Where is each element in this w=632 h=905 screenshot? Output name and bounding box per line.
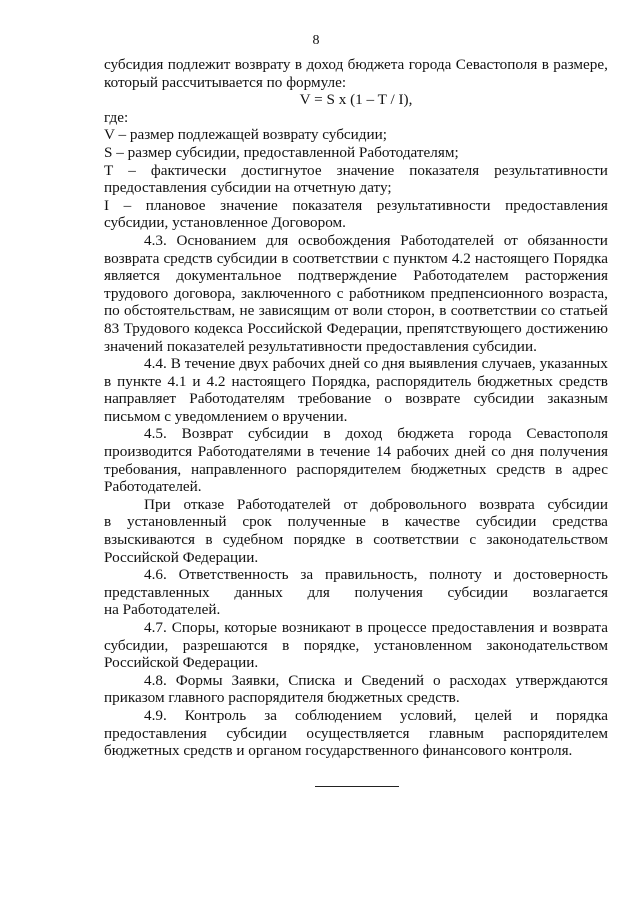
word: установленном <box>373 636 472 654</box>
word: подлежит <box>167 56 231 73</box>
word: города <box>408 56 452 73</box>
word: результативности <box>494 161 608 179</box>
document-body <box>104 56 608 760</box>
text-line <box>104 443 608 461</box>
word: субсидии <box>475 513 537 531</box>
word: 4.9. <box>144 706 167 724</box>
word: и <box>344 671 353 689</box>
word: от <box>334 302 349 320</box>
word: с <box>336 284 344 302</box>
word: распорядителем <box>296 460 402 478</box>
word: Работодателям <box>189 390 285 408</box>
word: средств <box>496 460 546 478</box>
word: порядке, <box>303 636 360 654</box>
text-line <box>104 672 608 690</box>
word: направленного <box>191 460 287 478</box>
word: 4.4. <box>144 355 167 373</box>
word: главным <box>429 724 484 742</box>
word: законодательством <box>486 531 608 549</box>
text-line <box>104 496 608 514</box>
word: в <box>541 56 549 73</box>
word: возлагается <box>532 583 608 601</box>
word: трудового <box>104 284 169 302</box>
word: соответствии <box>450 302 537 320</box>
word: подтверждение <box>297 267 397 285</box>
text-line: Российской Федерации. <box>104 654 259 672</box>
word: соответствии <box>292 249 379 267</box>
word: соответствии <box>373 531 460 549</box>
word: обязанности <box>527 231 608 249</box>
word: воли <box>352 302 383 320</box>
word: субсидия <box>104 56 164 73</box>
word: данных <box>234 583 283 601</box>
word: В <box>170 355 181 373</box>
word: Трудового <box>123 319 190 337</box>
word: результативности <box>376 196 491 214</box>
word: субсидии <box>226 724 287 742</box>
word: возврата <box>479 495 535 513</box>
text-line: S – размер субсидии, предоставленной Работодателям; <box>104 143 459 161</box>
word: расторжения <box>524 267 608 285</box>
word: получения <box>354 583 423 601</box>
word: бюджета <box>347 56 405 73</box>
word: и <box>493 566 502 584</box>
text-line: приказом главного распорядителя бюджетных средств. <box>104 689 460 707</box>
word: Списка <box>288 671 336 689</box>
word: от <box>503 231 518 249</box>
word: 4.5. <box>144 425 167 443</box>
word: достижению <box>526 319 608 337</box>
text-line <box>104 707 608 725</box>
word: не <box>239 302 255 320</box>
text-line <box>104 232 608 250</box>
text-line <box>104 619 608 637</box>
word: Порядка <box>553 249 608 267</box>
word: судебном <box>222 531 284 549</box>
word: Российской <box>247 319 323 337</box>
word: Возврат <box>181 425 234 443</box>
word: настоящего <box>474 249 550 267</box>
word: процессе <box>367 619 427 636</box>
word: в <box>355 619 363 636</box>
word: бюджета <box>397 425 454 443</box>
word: которые <box>224 619 277 636</box>
text-line: V = S x (1 – T / I), <box>299 91 413 109</box>
word: достигнутое <box>241 161 322 179</box>
word: о <box>384 390 393 408</box>
word: Основанием <box>176 231 257 249</box>
word: со <box>491 443 506 461</box>
word: полноту <box>429 566 482 584</box>
text-line <box>104 637 608 655</box>
word: со <box>363 355 379 373</box>
word: Контроль <box>184 706 247 724</box>
word: дня <box>382 355 405 373</box>
word: установленный <box>127 513 227 531</box>
word: двух <box>239 355 269 373</box>
text-line <box>104 584 608 602</box>
word: документальное <box>176 267 282 285</box>
word: статьей <box>559 302 608 320</box>
word: фактически <box>150 161 227 179</box>
word: бюджетных <box>477 372 553 390</box>
word: пункте <box>117 372 162 390</box>
word: для <box>307 583 330 601</box>
text-line <box>104 302 608 320</box>
word: взыскиваются <box>104 531 196 549</box>
word: получения <box>539 443 608 461</box>
word: полученные <box>287 513 366 531</box>
word: отказе <box>183 495 225 513</box>
word: возврату <box>234 56 291 73</box>
word: производится <box>104 443 193 461</box>
word: в <box>381 513 389 531</box>
word: с <box>469 531 477 549</box>
word: – <box>123 196 132 214</box>
text-line: значений показателей результативности предоставления субсидии. <box>104 337 537 355</box>
word: порядке <box>293 531 346 549</box>
word: 4.7. <box>144 619 167 636</box>
word: субсидии <box>248 425 309 443</box>
word: договора, <box>173 284 236 302</box>
text-line <box>104 513 608 531</box>
word: субсидии <box>473 390 535 408</box>
word: средств <box>163 249 213 267</box>
word: 4.2 <box>206 372 226 390</box>
word: представленных <box>104 583 210 601</box>
word: в <box>307 443 315 461</box>
word: соблюдением <box>294 706 382 724</box>
word: заказным <box>547 390 608 408</box>
word: распорядитель <box>376 372 472 390</box>
word: средств <box>558 372 608 390</box>
word: обстоятельствам, <box>124 302 236 320</box>
word: течение <box>184 355 236 373</box>
word: возврата <box>552 619 608 636</box>
word: показателя <box>292 196 363 214</box>
word: работником <box>349 284 425 302</box>
text-line <box>104 566 608 584</box>
word: Работодателем <box>413 267 509 285</box>
word: настоящего <box>231 372 306 390</box>
word: размере, <box>553 56 608 73</box>
word: зависящим <box>258 302 330 320</box>
word: со <box>540 302 556 320</box>
word: указанных <box>539 355 608 373</box>
text-line <box>104 267 608 285</box>
word: Работодателей <box>400 231 495 249</box>
word: пунктом <box>393 249 448 267</box>
text-line: предоставления субсидии на отчетную дату; <box>104 179 392 197</box>
word: порядка <box>556 706 608 724</box>
word: предпенсионного <box>430 284 544 302</box>
word: показателя <box>409 161 480 179</box>
page-number: 8 <box>312 33 320 48</box>
word: в <box>294 56 303 73</box>
text-line: V – размер подлежащей возврату субсидии; <box>104 126 387 144</box>
word: заключенного <box>241 284 332 302</box>
text-line <box>104 390 608 408</box>
word: субсидии <box>547 495 608 513</box>
word: кодекса <box>194 319 243 337</box>
word: 4.3. <box>144 231 167 249</box>
word: значение <box>220 196 278 214</box>
word: в <box>323 425 331 443</box>
word: Формы <box>175 671 223 689</box>
text-line <box>104 197 608 215</box>
word: осуществляется <box>306 724 410 742</box>
word: качестве <box>404 513 460 531</box>
text-line <box>104 425 608 443</box>
word: течение <box>319 443 371 461</box>
word: возврата <box>104 249 160 267</box>
word: возврате <box>405 390 461 408</box>
word: 4.8. <box>144 671 167 689</box>
text-line <box>104 56 608 74</box>
word: Заявки, <box>231 671 280 689</box>
text-line: где: <box>104 108 129 126</box>
text-line <box>104 461 608 479</box>
text-line: бюджетных средств и органом государственного финансового контроля. <box>104 742 573 760</box>
text-line <box>104 725 608 743</box>
word: 4.1 <box>167 372 187 390</box>
text-line <box>104 250 608 268</box>
word: Севастополя <box>526 425 608 443</box>
word: предоставления <box>104 724 207 742</box>
word: препятствующего <box>406 319 522 337</box>
word: и <box>529 706 539 724</box>
word: целей <box>474 706 512 724</box>
word: от <box>343 495 358 513</box>
word: плановое <box>145 196 206 214</box>
word: случаев, <box>481 355 536 373</box>
word: предоставления <box>431 619 535 636</box>
word: доход <box>345 425 383 443</box>
text-line <box>104 531 608 549</box>
word: в <box>104 513 112 531</box>
word: Споры, <box>171 619 220 636</box>
word: и <box>192 372 201 390</box>
word: средства <box>552 513 608 531</box>
word: возникают <box>281 619 351 636</box>
text-line <box>104 162 608 180</box>
text-line: субсидии, установленное Договором. <box>104 214 346 232</box>
word: Федерации, <box>326 319 403 337</box>
text-line: на Работодателей. <box>104 601 221 619</box>
word: условий, <box>399 706 457 724</box>
word: возраста, <box>548 284 608 302</box>
word: дней <box>329 355 360 373</box>
word: в <box>355 531 363 549</box>
word: бюджетных <box>410 460 487 478</box>
word: в <box>205 531 213 549</box>
text-line <box>104 285 608 303</box>
word: распорядителем <box>503 724 608 742</box>
word: срок <box>242 513 272 531</box>
word: правильность, <box>324 566 418 584</box>
word: в <box>282 636 290 654</box>
word: Севастополя <box>455 56 538 73</box>
word: утверждаются <box>515 671 608 689</box>
text-line: Работодателей. <box>104 478 202 496</box>
word: о <box>432 671 441 689</box>
word: адрес <box>572 460 608 478</box>
word: освобождения <box>297 231 391 249</box>
word: T <box>104 161 114 179</box>
word: доход <box>306 56 344 73</box>
word: разрешаются <box>182 636 268 654</box>
word: Работодателями <box>197 443 302 461</box>
text-line <box>104 373 608 391</box>
word: рабочих <box>396 443 450 461</box>
word: – <box>128 161 136 179</box>
word: Порядка, <box>311 372 371 390</box>
word: предоставления <box>505 196 608 214</box>
word: направляет <box>104 390 177 408</box>
text-line <box>104 355 608 373</box>
word: для <box>265 231 289 249</box>
word: за <box>264 706 277 724</box>
word: 14 <box>375 443 391 461</box>
word: за <box>300 566 314 584</box>
text-line: который рассчитывается по формуле: <box>104 73 347 91</box>
word: Сведений <box>361 671 424 689</box>
word: и <box>539 619 548 636</box>
word: расходах <box>449 671 507 689</box>
word: значение <box>336 161 395 179</box>
word: дня <box>511 443 535 461</box>
word: Ответственность <box>178 566 289 584</box>
word: При <box>144 495 171 513</box>
word: 4.6. <box>144 566 167 584</box>
word: достоверность <box>513 566 608 584</box>
word: в <box>439 302 447 320</box>
word: I <box>104 196 110 214</box>
word: 4.2 <box>451 249 471 267</box>
word: субсидии, <box>104 636 169 654</box>
word: Работодателей <box>236 495 331 513</box>
word: в <box>104 372 112 390</box>
word: в <box>281 249 289 267</box>
text-line <box>104 320 608 338</box>
word: с <box>382 249 390 267</box>
word: субсидии <box>216 249 278 267</box>
word: требования, <box>104 460 182 478</box>
word: сторон, <box>387 302 435 320</box>
word: является <box>104 267 160 285</box>
word: города <box>468 425 512 443</box>
word: законодательством <box>486 636 608 654</box>
word: в <box>555 460 563 478</box>
word: требование <box>298 390 372 408</box>
word: 83 <box>104 319 120 337</box>
word: рабочих <box>272 355 326 373</box>
end-separator-line <box>315 786 399 787</box>
word: выявления <box>408 355 478 373</box>
word: по <box>104 302 120 320</box>
word: дней <box>454 443 486 461</box>
word: субсидии <box>447 583 509 601</box>
text-line: Российской Федерации. <box>104 548 259 566</box>
word: добровольного <box>370 495 467 513</box>
text-line: письмом с уведомлением о вручении. <box>104 407 348 425</box>
